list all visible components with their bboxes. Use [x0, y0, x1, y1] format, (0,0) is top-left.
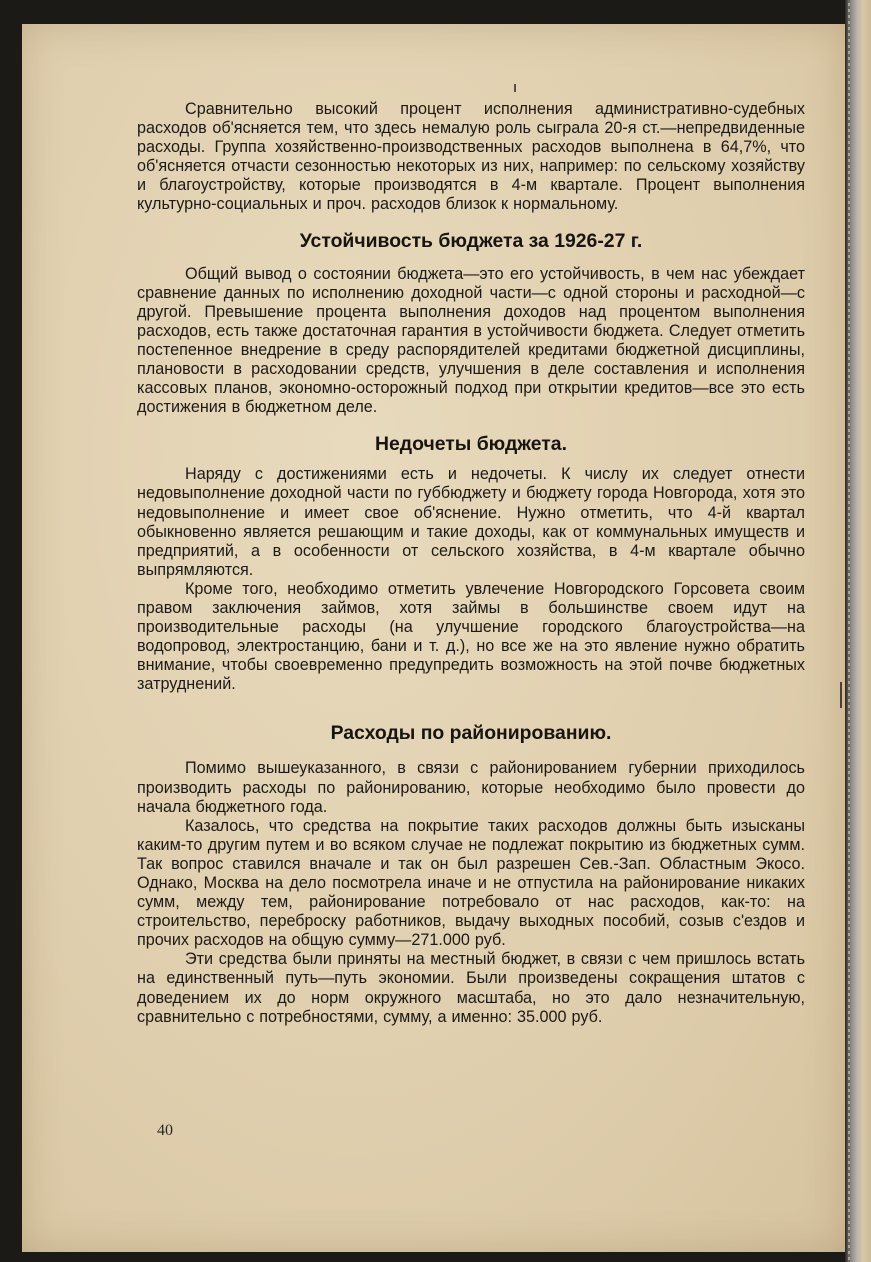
- paragraph-admin-expenses: Сравнительно высокий процент исполнения административно-судебных расходов об'ясняется тем, что здесь немалую роль сыграла 20-я ст.—непредвиденные расходы. Группа хозяйственно-производственных расходов выполнена в 64,7%, что об'ясняется отчасти сезонностью некоторых из них, например: по сельскому хозяйству и благоустройству, которые производятся в 4-м квартале. Процент выполнения культурно-социальных и проч. расходов близок к нормальному.: [137, 100, 805, 214]
- page-text: [137, 100, 805, 1027]
- heading-regionalization-expenses: Расходы по районированию.: [330, 722, 612, 745]
- paragraph-budget-stability: Общий вывод о состоянии бюджета—это его устойчивость, в чем нас убеждает сравнение данных по исполнению доходной части—с одной стороны и расходной—с другой. Превышение процента выполнения доходов над процентом выполнения расходов, есть также достаточная гарантия в устойчивости бюджета. Следует отметить постепенное внедрение в среду распорядителей кредитами бюджетной дисциплины, плановости в расходовании средств, улучшения в деле составления и исполнения кассовых планов, экономно-осторожный подход при открытии кредитов—все это есть достижения в бюджетном деле.: [137, 264, 805, 417]
- paragraph-regionalization-intro: Помимо вышеуказанного, в связи с районированием губернии приходилось производить расходы по районированию, которые необходимо было провести до начала бюджетного года.: [137, 759, 805, 816]
- adjacent-page-edge: [845, 0, 871, 1262]
- paragraph-loans: Кроме того, необходимо отметить увлечение Новгородского Горсовета своим правом заключения займов, хотя займы в большинстве своем идут на производительные расходы (на улучшение городского благоустройства—на водопровод, электростанцию, бани и т. д.), но все же на это явление нужно обратить внимание, чтобы своевременно предупредить возможность на этой почве бюджетных затруднений.: [137, 579, 805, 694]
- heading-budget-stability: Устойчивость бюджета за 1926-27 г.: [299, 229, 643, 252]
- print-mark-right: [840, 682, 842, 708]
- paragraph-regionalization-funding: Казалось, что средства на покрытие таких расходов должны быть изысканы каким-то другим путем и во всяком случае не подлежат покрытию из бюджетных сумм. Так вопрос ставился вначале и так он был разрешен Сев.-Зап. Областным Экосо. Однако, Москва на дело посмотрела иначе и не отпустила на районирование никаких сумм, между тем, районирование потребовало от нас расходов, как-то: на строительство, переброску работников, выдачу выходных пособий, созыв с'ездов и прочих расходов на общую сумму—271.000 руб.: [137, 816, 805, 950]
- paragraph-shortcomings: Наряду с достижениями есть и недочеты. К числу их следует отнести недовыполнение доходной части по губбюджету и бюджету города Новгорода, хотя это недовыполнение и имеет свое об'яснение. Нужно отметить, что 4-й квартал обыкновенно является решающим и такие доходы, как от коммунальных имуществ и предприятий, а в особенности от сельского хозяйства, в 4-м квартале обычно выпрямляются.: [137, 465, 805, 579]
- heading-budget-shortcomings: Недочеты бюджета.: [375, 433, 567, 456]
- paragraph-economy: Эти средства были приняты на местный бюджет, в связи с чем пришлось встать на единственный путь—путь экономии. Были произведены сокращения штатов с доведением их до норм окружного масштаба, но это дало незначительную, сравнительно с потребностями, сумму, а именно: 35.000 руб.: [137, 950, 805, 1026]
- print-mark-top: [514, 84, 516, 92]
- page-number: 40: [157, 1122, 173, 1139]
